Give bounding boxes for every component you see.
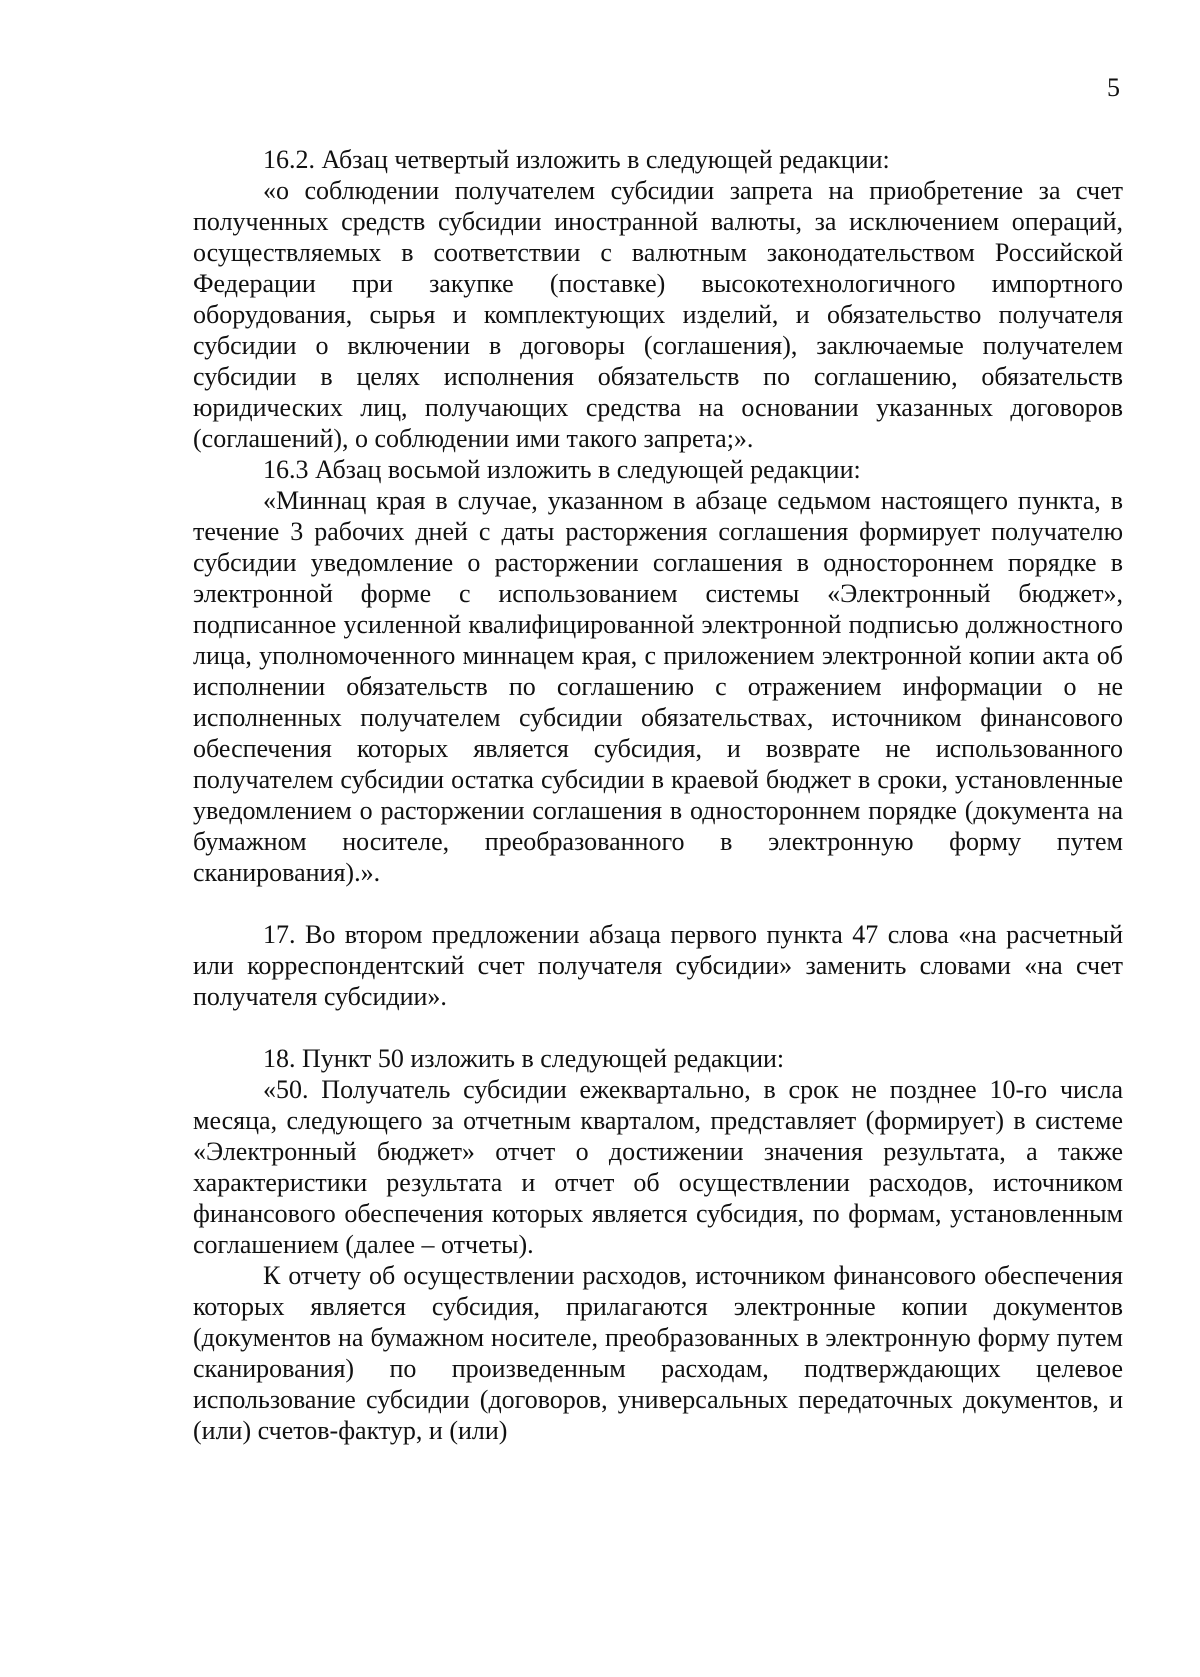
paragraph-18-text-continued: К отчету об осуществлении расходов, источником финансового обеспечения которых является субсидия, прилагаются электронные копии документов (документов на бумажном носителе, преобразованных в электронную форму путем сканирования) по произведенным расходам, подтверждающих целевое использование субсидии (договоров, универсальных передаточных документов, и (или) счетов-фактур, и (или) xyxy=(193,1261,1123,1445)
paragraph-16-3-heading: 16.3 Абзац восьмой изложить в следующей редакции: xyxy=(263,455,861,484)
paragraph-16-2-heading: 16.2. Абзац четвертый изложить в следующей редакции: xyxy=(263,145,890,174)
document-body xyxy=(193,144,1123,1446)
paragraph-18-heading: 18. Пункт 50 изложить в следующей редакции: xyxy=(263,1044,785,1073)
paragraph-16-2-text: «о соблюдении получателем субсидии запрета на приобретение за счет полученных средств субсидии иностранной валюты, за исключением операций, осуществляемых в соответствии с валютным законодательством Российской Федерации при закупке (поставке) высокотехнологичного импортного оборудования, сырья и комплектующих изделий, и обязательство получателя субсидии о включении в договоры (соглашения), заключаемые получателем субсидии в целях исполнения обязательств по соглашению, обязательств юридических лиц, получающих средства на основании указанных договоров (соглашений), о соблюдении ими такого запрета;». xyxy=(193,176,1123,453)
paragraph-18-text: «50. Получатель субсидии ежеквартально, в срок не позднее 10-го числа месяца, следующего за отчетным кварталом, представляет (формирует) в системе «Электронный бюджет» отчет о достижении значения результата, а также характеристики результата и отчет об осуществлении расходов, источником финансового обеспечения которых является субсидия, по формам, установленным соглашением (далее – отчеты). xyxy=(193,1075,1123,1259)
page-number: 5 xyxy=(1107,73,1120,102)
paragraph-17: 17. Во втором предложении абзаца первого пункта 47 слова «на расчетный или корреспондентский счет получателя субсидии» заменить словами «на счет получателя субсидии». xyxy=(193,920,1123,1011)
paragraph-16-3-text: «Миннац края в случае, указанном в абзаце седьмом настоящего пункта, в течение 3 рабочих дней с даты расторжения соглашения формирует получателю субсидии уведомление о расторжении соглашения в одностороннем порядке в электронной форме с использованием системы «Электронный бюджет», подписанное усиленной квалифицированной электронной подписью должностного лица, уполномоченного миннацем края, с приложением электронной копии акта об исполнении обязательств по соглашению с отражением информации о не исполненных получателем субсидии обязательствах, источником финансового обеспечения которых является субсидия, и возврате не использованного получателем субсидии остатка субсидии в краевой бюджет в сроки, установленные уведомлением о расторжении соглашения в одностороннем порядке (документа на бумажном носителе, преобразованного в электронную форму путем сканирования).». xyxy=(193,486,1123,887)
